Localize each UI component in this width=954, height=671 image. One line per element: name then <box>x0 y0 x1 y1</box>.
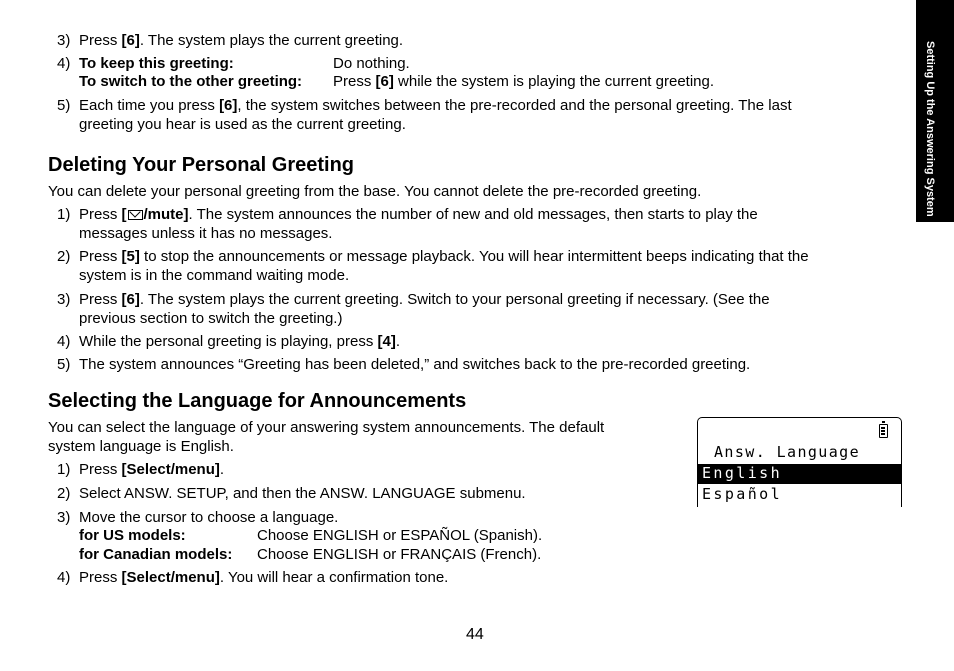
section-heading: Deleting Your Personal Greeting <box>48 154 354 176</box>
side-tab-label: Setting Up the Answering System <box>924 41 936 217</box>
envelope-icon <box>128 210 143 220</box>
section-intro: You can select the language of your answering system announcements. The default <box>48 419 605 436</box>
option-label: for US models: <box>79 527 186 544</box>
option-value: Do nothing. <box>333 55 410 72</box>
option-label: To keep this greeting: <box>79 55 234 72</box>
option-label: To switch to the other greeting: <box>79 73 303 90</box>
option-value: Choose ENGLISH or ESPAÑOL (Spanish). <box>257 527 543 544</box>
lcd-title: Answ. Language <box>714 443 861 461</box>
lcd-option: Español <box>702 485 783 503</box>
option-value: Press [6] while the system is playing the current greeting. <box>333 73 715 90</box>
lcd-option-selected: English <box>698 464 901 484</box>
option-value: Choose ENGLISH or FRANÇAIS (French). <box>257 546 542 563</box>
option-label: for Canadian models: <box>79 546 233 563</box>
lcd-screen <box>697 417 902 507</box>
section-heading: Selecting the Language for Announcements <box>48 390 467 412</box>
section-intro: You can delete your personal greeting from the base. You cannot delete the pre-recorded greeting. <box>48 183 702 200</box>
section-intro: system language is English. <box>48 438 234 455</box>
page-number: 44 <box>466 626 484 643</box>
battery-icon <box>879 424 888 438</box>
